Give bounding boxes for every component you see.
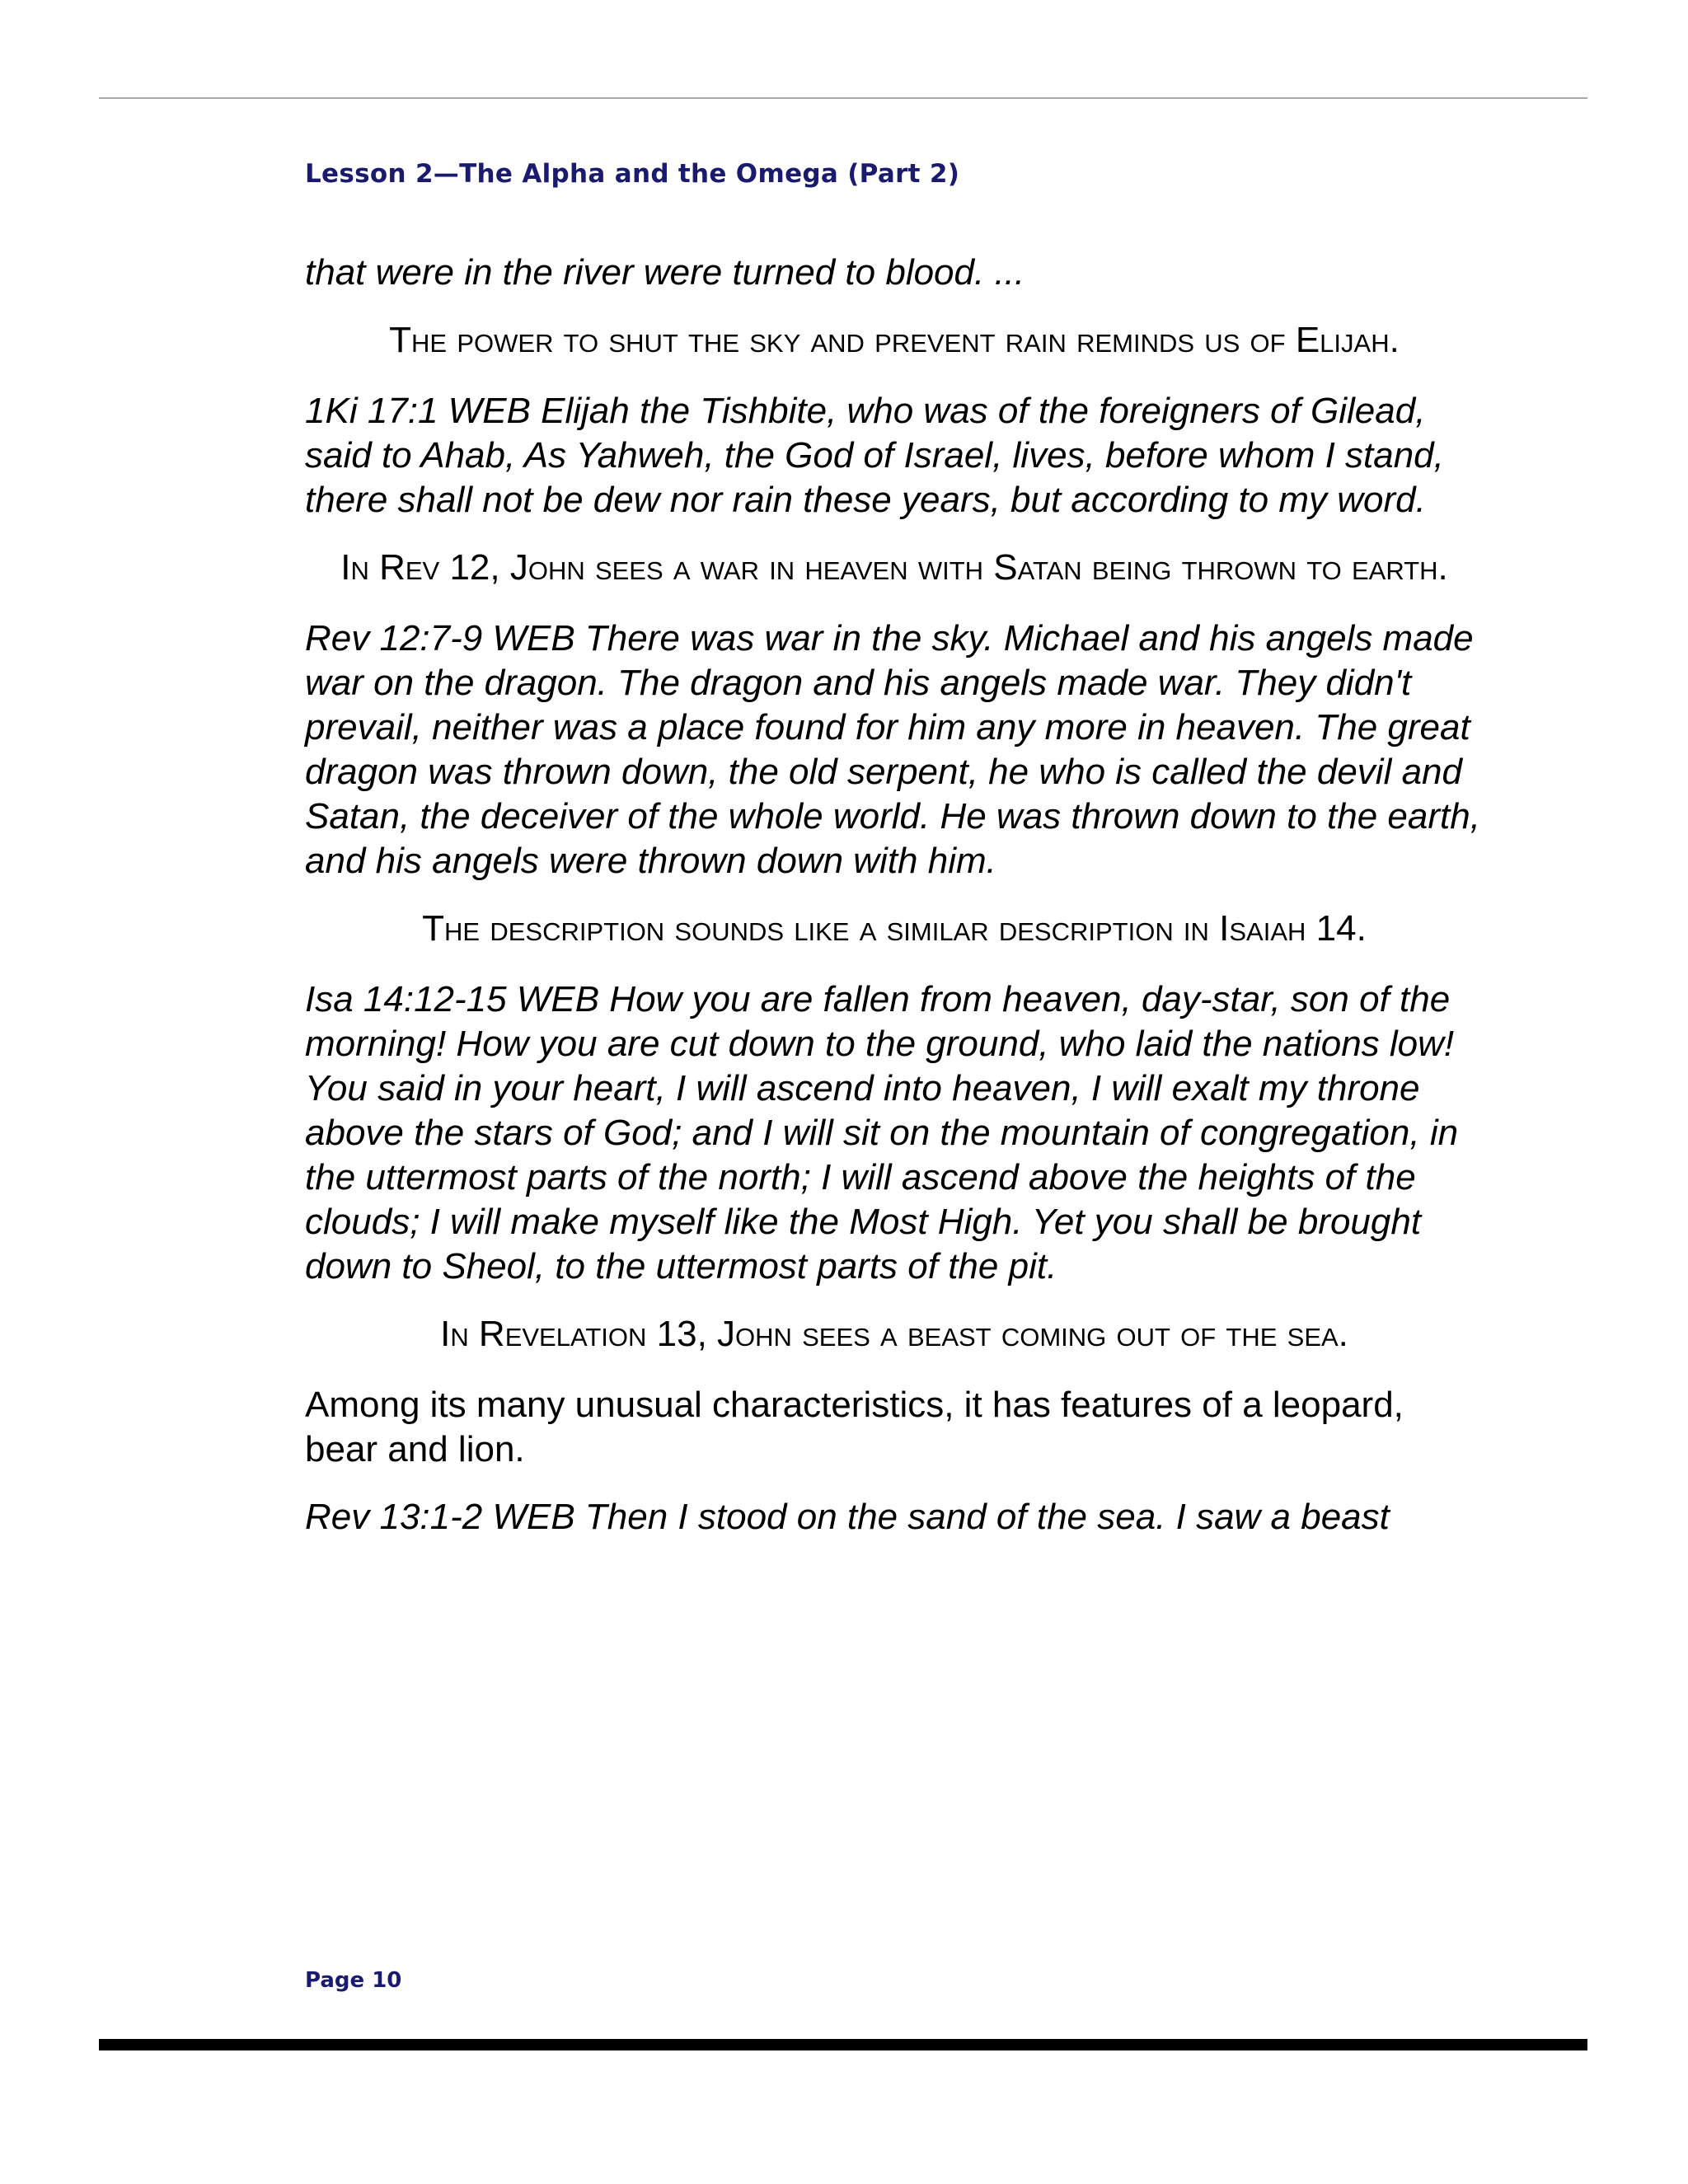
body-paragraph-beast: Among its many unusual characteristics, it has features of a leopard, bear and lion.: [305, 1385, 1404, 1469]
scripture-rev-13-1-2: Rev 13:1-2 WEB Then I stood on the sand of the sea. I saw a beast: [305, 1497, 1390, 1537]
section-heading-rev-12: In Rev 12, John sees a war in heaven with Satan being thrown to earth.: [340, 547, 1448, 588]
scripture-continuation: that were in the river were turned to blood. ...: [305, 252, 1025, 293]
scripture-rev-12-7-9: Rev 12:7-9 WEB There was war in the sky. Michael and his angels made war on the dragon. The dragon and his angels made war. They didn't prevail, neither was a place found for him any more in heaven. The great dragon was thrown down, the old serpent, he who is called the devil and Satan, the deceiver of the whole world. He was thrown down to the earth, and his angels were thrown down with him.: [305, 618, 1480, 881]
bottom-divider: [99, 2039, 1587, 2050]
page-number: Page 10: [305, 1968, 402, 1993]
scripture-1ki-17-1: 1Ki 17:1 WEB Elijah the Tishbite, who was of the foreigners of Gilead, said to Ahab, As Yahweh, the God of Israel, lives, before whom I stand, there shall not be dew nor rain these years, but according to my word.: [305, 391, 1444, 520]
section-heading-elijah: The power to shut the sky and prevent rain reminds us of Elijah.: [389, 320, 1400, 360]
scripture-isa-14-12-15: Isa 14:12-15 WEB How you are fallen from heaven, day-star, son of the morning! How you are cut down to the ground, who laid the nations low! You said in your heart, I will ascend into heaven, I will exalt my throne above the stars of God; and I will sit on the mountain of congregation, in the uttermost parts of the north; I will ascend above the heights of the clouds; I will make myself like the Most High. Yet you shall be brought down to Sheol, to the uttermost parts of the pit.: [305, 979, 1459, 1286]
page-header-title: Lesson 2—The Alpha and the Omega (Part 2): [305, 159, 960, 189]
section-heading-isaiah-14: The description sounds like a similar description in Isaiah 14.: [422, 908, 1367, 949]
section-heading-revelation-13: In Revelation 13, John sees a beast coming out of the sea.: [440, 1314, 1348, 1354]
top-divider: [99, 97, 1587, 99]
document-body: [305, 251, 1484, 1563]
